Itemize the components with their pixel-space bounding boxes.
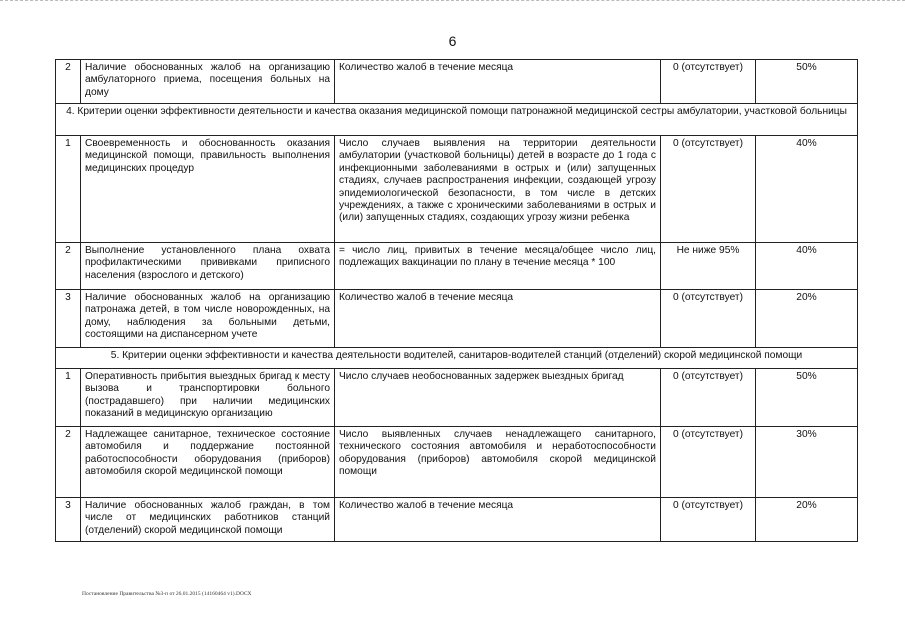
norm-cell: 0 (отсутствует): [661, 136, 756, 243]
weight-cell: 50%: [756, 369, 858, 427]
top-rule: [0, 0, 905, 3]
method-cell: Число случаев необоснованных задержек выездных бригад: [335, 369, 661, 427]
row-number: 3: [56, 498, 81, 542]
method-cell: Число случаев выявления на территории деятельности амбулатории (участковой больницы) детей в возрасте до 1 года с инфекционными заболеваниями в острых и (или) запущенных стадиях, случаев распространения инфекции, создающей угрозу эпидемиологической безопасности, в том числе в детских учреждениях, а также с хроническими заболеваниями в острых и (или) запущенных стадиях, создающих угрозу жизни ребенка: [335, 136, 661, 243]
weight-cell: 20%: [756, 290, 858, 348]
weight-cell: 40%: [756, 243, 858, 290]
norm-cell: 0 (отсутствует): [661, 498, 756, 542]
norm-cell: 0 (отсутствует): [661, 60, 756, 104]
section-row: [56, 104, 858, 136]
table-row: [56, 498, 858, 542]
row-number: 2: [56, 243, 81, 290]
table-row: [56, 243, 858, 290]
table-row: [56, 60, 858, 104]
norm-cell: 0 (отсутствует): [661, 290, 756, 348]
criterion-cell: Своевременность и обоснованность оказания медицинской помощи, правильность выполнения медицинских процедур: [81, 136, 335, 243]
criterion-cell: Наличие обоснованных жалоб на организацию патронажа детей, в том числе новорожденных, на дому, наблюдения за больными детьми, состоящими на диспансерном учете: [81, 290, 335, 348]
criterion-cell: Оперативность прибытия выездных бригад к месту вызова и транспортировки больного (пострадавшего) при наличии медицинских показаний в медицинскую организацию: [81, 369, 335, 427]
row-number: 1: [56, 136, 81, 243]
table-row: [56, 427, 858, 498]
footer-file-reference: Постановление Правительства №3-п от 26.01.2015 (14160464 v1).DOCX: [82, 591, 252, 597]
weight-cell: 30%: [756, 427, 858, 498]
weight-cell: 50%: [756, 60, 858, 104]
criterion-cell: Наличие обоснованных жалоб граждан, в том числе от медицинских работников станций (отделений) скорой медицинской помощи: [81, 498, 335, 542]
row-number: 2: [56, 60, 81, 104]
table-row: [56, 290, 858, 348]
table-row: [56, 136, 858, 243]
page-number: 6: [448, 33, 457, 49]
method-cell: Число выявленных случаев ненадлежащего санитарного, технического состояния автомобиля и неработоспособности оборудования (приборов) автомобиля скорой медицинской помощи: [335, 427, 661, 498]
criterion-cell: Надлежащее санитарное, техническое состояние автомобиля и поддержание постоянной работоспособности оборудования (приборов) автомобиля скорой медицинской помощи: [81, 427, 335, 498]
criterion-cell: Выполнение установленного плана охвата профилактическими прививками приписного населения (взрослого и детского): [81, 243, 335, 290]
method-cell: Количество жалоб в течение месяца: [335, 498, 661, 542]
row-number: 2: [56, 427, 81, 498]
norm-cell: Не ниже 95%: [661, 243, 756, 290]
norm-cell: 0 (отсутствует): [661, 369, 756, 427]
weight-cell: 40%: [756, 136, 858, 243]
row-number: 1: [56, 369, 81, 427]
criteria-table: [55, 59, 858, 542]
section-heading: 5. Критерии оценки эффективности и качества деятельности водителей, санитаров-водителей станций (отделений) скорой медицинской помощи: [56, 348, 858, 369]
section-row: [56, 348, 858, 369]
table-row: [56, 369, 858, 427]
section-heading: 4. Критерии оценки эффективности деятельности и качества оказания медицинской помощи патронажной медицинской сестры амбулатории, участковой больницы: [56, 104, 858, 136]
row-number: 3: [56, 290, 81, 348]
method-cell: = число лиц, привитых в течение месяца/общее число лиц, подлежащих вакцинации по плану в течение месяца * 100: [335, 243, 661, 290]
method-cell: Количество жалоб в течение месяца: [335, 60, 661, 104]
criterion-cell: Наличие обоснованных жалоб на организацию амбулаторного приема, посещения больных на дому: [81, 60, 335, 104]
weight-cell: 20%: [756, 498, 858, 542]
norm-cell: 0 (отсутствует): [661, 427, 756, 498]
method-cell: Количество жалоб в течение месяца: [335, 290, 661, 348]
